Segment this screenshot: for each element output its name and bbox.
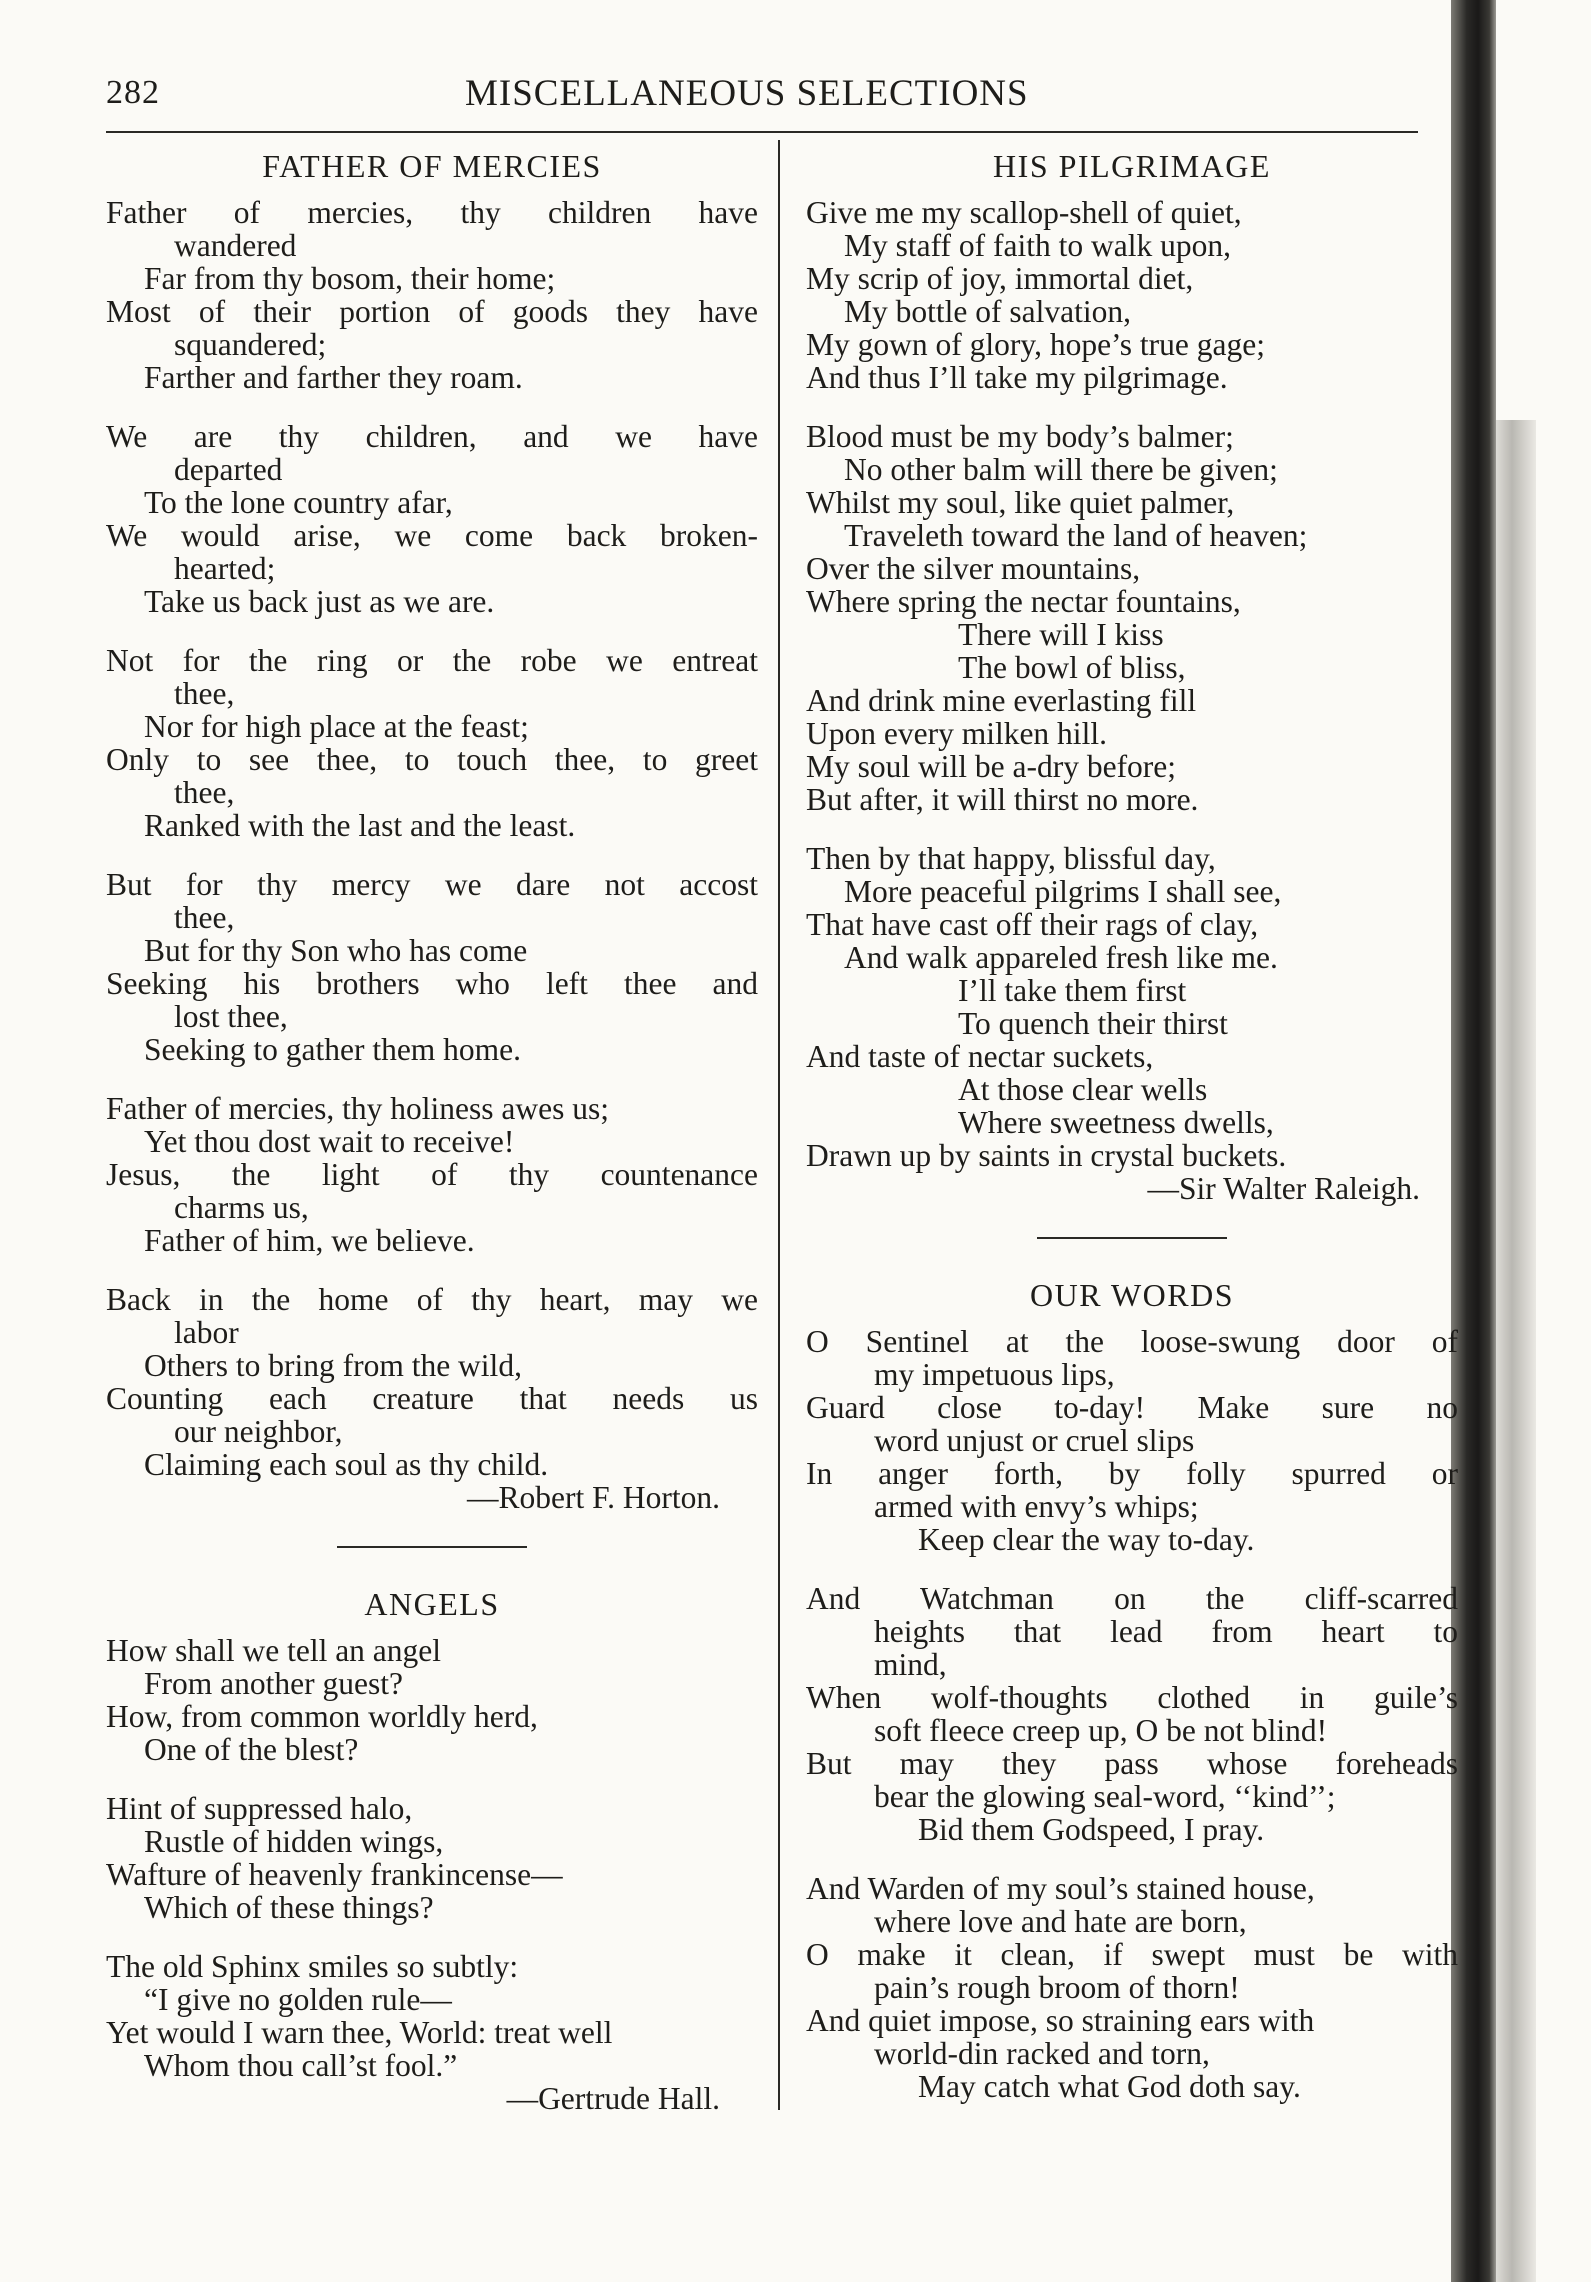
poem-line: And quiet impose, so straining ears with (806, 2003, 1315, 2038)
poem-line: Counting each creature that needs us (106, 1381, 758, 1416)
stanza (106, 1634, 758, 1766)
poem-line: pain’s rough broom of thorn! (874, 1970, 1240, 2005)
poem-line: Claiming each soul as thy child. (144, 1447, 549, 1482)
stanza (806, 1325, 1458, 1556)
poem-line: Jesus, the light of thy countenance (106, 1157, 758, 1192)
poem-line: my impetuous lips, (874, 1357, 1115, 1392)
poem-line: My bottle of salvation, (844, 294, 1131, 329)
poem-line: How shall we tell an angel (106, 1633, 442, 1668)
poem-line: May catch what God doth say. (918, 2069, 1301, 2104)
poem-line: From another guest? (144, 1666, 403, 1701)
poem-line: The bowl of bliss, (958, 650, 1186, 685)
poem-line: Father of him, we believe. (144, 1223, 475, 1258)
stanza (806, 1872, 1458, 2103)
poem-line: In anger forth, by folly spurred or (806, 1456, 1458, 1491)
poem-line: O Sentinel at the loose-swung door of (806, 1324, 1458, 1359)
poem-author: —Robert F. Horton. (467, 1480, 720, 1515)
poem-line: Nor for high place at the feast; (144, 709, 529, 744)
poem-line: Then by that happy, blissful day, (806, 841, 1216, 876)
poem-line: Drawn up by saints in crystal buckets. (806, 1138, 1287, 1173)
stanza (106, 1092, 758, 1257)
poem-line: How, from common worldly herd, (106, 1699, 538, 1734)
poem-line: wandered (174, 228, 297, 263)
poem-line: Bid them Godspeed, I pray. (918, 1812, 1265, 1847)
poem-line: And drink mine everlasting fill (806, 683, 1197, 718)
poem-line: Not for the ring or the robe we entreat (106, 643, 758, 678)
poem-line: Keep clear the way to-day. (918, 1522, 1255, 1557)
poem-line: My staff of faith to walk upon, (844, 228, 1231, 263)
poem-line: Take us back just as we are. (144, 584, 495, 619)
poem-line: Guard close to-day! Make sure no (806, 1390, 1458, 1425)
poem-line: Back in the home of thy heart, may we (106, 1282, 758, 1317)
poem-line: Only to see thee, to touch thee, to greet (106, 742, 758, 777)
poem-line: Ranked with the last and the least. (144, 808, 576, 843)
poem-line: lost thee, (174, 999, 288, 1034)
poem-title: HIS PILGRIMAGE (993, 148, 1271, 184)
stanza (806, 1582, 1458, 1846)
poem-line: Yet thou dost wait to receive! (144, 1124, 515, 1159)
poem-line: thee, (174, 900, 235, 935)
poem-line: And thus I’ll take my pilgrimage. (806, 360, 1228, 395)
poem-line: thee, (174, 775, 235, 810)
left-column (106, 150, 758, 2115)
stanza (106, 1792, 758, 1924)
poem-line: thee, (174, 676, 235, 711)
poem-line: But after, it will thirst no more. (806, 782, 1199, 817)
section-separator (337, 1546, 527, 1548)
poem-line: word unjust or cruel slips (874, 1423, 1195, 1458)
poem-line: The old Sphinx smiles so subtly: (106, 1949, 519, 1984)
poem-line: departed (174, 452, 283, 487)
stanza (806, 196, 1458, 394)
poem-title: ANGELS (364, 1586, 500, 1622)
poem-line: Hint of suppressed halo, (106, 1791, 413, 1826)
stanza (806, 842, 1458, 1172)
poem-title: OUR WORDS (1029, 1277, 1235, 1313)
poem-line: And Warden of my soul’s stained house, (806, 1871, 1315, 1906)
poem-line: Which of these things? (144, 1890, 434, 1925)
poem-author: —Gertrude Hall. (506, 2081, 720, 2116)
poem-line: One of the blest? (144, 1732, 359, 1767)
poem-line: When wolf-thoughts clothed in guile’s (806, 1680, 1458, 1715)
poem-line: And Watchman on the cliff-scarred (806, 1581, 1458, 1616)
stanza (806, 420, 1458, 816)
poem-line: But for thy Son who has come (144, 933, 528, 968)
poem-line: our neighbor, (174, 1414, 343, 1449)
poem-line: Wafture of heavenly frankincense— (106, 1857, 563, 1892)
poem-line: bear the glowing seal-word, ‘‘kind’’; (874, 1779, 1336, 1814)
poem-line: And walk appareled fresh like me. (844, 940, 1278, 975)
poem-line: armed with envy’s whips; (874, 1489, 1199, 1524)
poem-line: Over the silver mountains, (806, 551, 1141, 586)
right-column (806, 150, 1458, 2103)
poem-line: labor (174, 1315, 239, 1350)
stanza (106, 1283, 758, 1481)
stanza (106, 1950, 758, 2082)
poem-line: Whom thou call’st fool.” (144, 2048, 458, 2083)
poem-title: FATHER OF MERCIES (262, 148, 602, 184)
poem-line: We would arise, we come back broken- (106, 518, 758, 553)
poem-line: Where spring the nectar fountains, (806, 584, 1241, 619)
poem-line: hearted; (174, 551, 276, 586)
stanza (106, 420, 758, 618)
poem-line: mind, (874, 1647, 947, 1682)
column-divider (778, 140, 780, 2110)
stanza (106, 196, 758, 394)
poem-author: —Sir Walter Raleigh. (1147, 1171, 1420, 1206)
poem-line: world-din racked and torn, (874, 2036, 1210, 2071)
poem-line: Far from thy bosom, their home; (144, 261, 556, 296)
poem-line: No other balm will there be given; (844, 452, 1278, 487)
poem-line: To quench their thirst (958, 1006, 1228, 1041)
poem-his-pilgrimage (806, 150, 1458, 1205)
poem-line: heights that lead from heart to (874, 1614, 1458, 1649)
poem-line: Traveleth toward the land of heaven; (844, 518, 1308, 553)
poem-line: That have cast off their rags of clay, (806, 907, 1259, 942)
poem-line: Most of their portion of goods they have (106, 294, 758, 329)
poem-line: There will I kiss (958, 617, 1164, 652)
poem-line: where love and hate are born, (874, 1904, 1247, 1939)
poem-father-of-mercies (106, 150, 758, 1514)
poem-our-words (806, 1279, 1458, 2103)
poem-angels (106, 1588, 758, 2115)
poem-line: “I give no golden rule— (144, 1982, 452, 2017)
poem-line: charms us, (174, 1190, 309, 1225)
poem-line: We are thy children, and we have (106, 419, 758, 454)
poem-line: My soul will be a-dry before; (806, 749, 1177, 784)
poem-line: squandered; (174, 327, 327, 362)
poem-line: Seeking his brothers who left thee and (106, 966, 758, 1001)
poem-line: Yet would I warn thee, World: treat well (106, 2015, 613, 2050)
poem-line: To the lone country afar, (144, 485, 453, 520)
poem-line: Father of mercies, thy children have (106, 195, 758, 230)
page-number: 282 (106, 74, 160, 111)
poem-line: More peaceful pilgrims I shall see, (844, 874, 1282, 909)
poem-line: Rustle of hidden wings, (144, 1824, 444, 1859)
poem-line: But for thy mercy we dare not accost (106, 867, 758, 902)
stanza (106, 644, 758, 842)
poem-line: But may they pass whose foreheads (806, 1746, 1458, 1781)
poem-line: Upon every milken hill. (806, 716, 1107, 751)
poem-line: O make it clean, if swept must be with (806, 1937, 1458, 1972)
poem-line: Whilst my soul, like quiet palmer, (806, 485, 1235, 520)
poem-line: My scrip of joy, immortal diet, (806, 261, 1194, 296)
poem-line: soft fleece creep up, O be not blind! (874, 1713, 1328, 1748)
poem-line: I’ll take them first (958, 973, 1187, 1008)
poem-line: My gown of glory, hope’s true gage; (806, 327, 1265, 362)
section-separator (1037, 1237, 1227, 1239)
poem-line: Others to bring from the wild, (144, 1348, 522, 1383)
poem-line: Blood must be my body’s balmer; (806, 419, 1234, 454)
poem-line: Farther and farther they roam. (144, 360, 523, 395)
poem-line: And taste of nectar suckets, (806, 1039, 1154, 1074)
poem-line: Where sweetness dwells, (958, 1105, 1274, 1140)
poem-line: Give me my scallop-shell of quiet, (806, 195, 1242, 230)
poem-line: At those clear wells (958, 1072, 1208, 1107)
running-title: MISCELLANEOUS SELECTIONS (465, 73, 1029, 114)
poem-line: Seeking to gather them home. (144, 1032, 522, 1067)
poem-line: Father of mercies, thy holiness awes us; (106, 1091, 610, 1126)
stanza (106, 868, 758, 1066)
page-edge (1496, 420, 1536, 2282)
header-rule (106, 131, 1418, 133)
